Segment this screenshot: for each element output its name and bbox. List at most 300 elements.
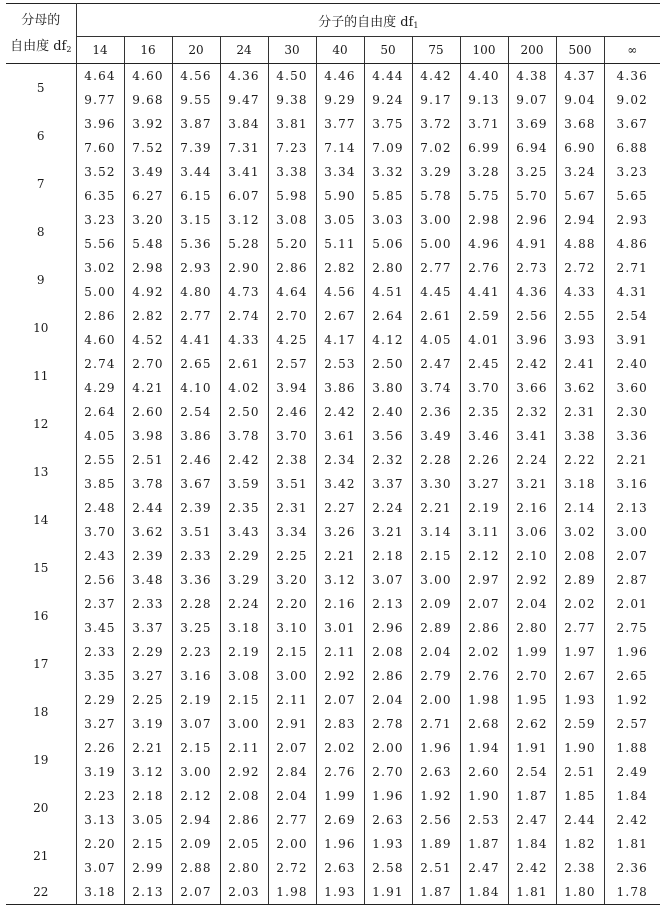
table-cell: 2.53 [316, 352, 364, 376]
table-cell: 4.17 [316, 328, 364, 352]
table-row-upper [6, 400, 660, 424]
table-cell: 2.46 [268, 400, 316, 424]
table-cell: 3.62 [124, 520, 172, 544]
table-cell: 4.21 [124, 376, 172, 400]
table-cell: 4.73 [220, 280, 268, 304]
table-cell: 2.13 [616, 501, 649, 515]
table-cell: 3.29 [412, 160, 460, 184]
table-cell: 3.91 [616, 333, 649, 347]
table-cell: 3.19 [76, 760, 124, 784]
table-cell: 2.00 [364, 736, 412, 760]
table-cell: 3.00 [220, 712, 268, 736]
table-row-lower [6, 808, 660, 832]
column-header-row [6, 37, 660, 64]
table-cell: 2.65 [616, 669, 649, 683]
table-cell: 2.93 [616, 213, 649, 227]
table-cell: 2.44 [124, 496, 172, 520]
table-cell: 3.87 [172, 112, 220, 136]
table-cell: 1.92 [412, 784, 460, 808]
table-cell: 3.49 [124, 160, 172, 184]
table-cell: 1.87 [508, 784, 556, 808]
table-cell: 3.00 [268, 664, 316, 688]
table-row-upper [6, 544, 660, 568]
row-df2-label: 15 [6, 544, 76, 592]
table-cell: 3.26 [316, 520, 364, 544]
column-header: 50 [364, 37, 412, 64]
table-cell: 3.61 [316, 424, 364, 448]
table-cell: 2.05 [220, 832, 268, 856]
table-cell: 2.77 [172, 304, 220, 328]
table-cell: 3.67 [616, 117, 649, 131]
table-row-upper [6, 64, 660, 89]
table-cell: 3.52 [76, 160, 124, 184]
table-cell: 3.56 [364, 424, 412, 448]
row-df2-label: 11 [6, 352, 76, 400]
table-cell: 3.12 [124, 760, 172, 784]
table-cell: 2.09 [172, 832, 220, 856]
table-cell: 4.44 [364, 64, 412, 89]
numerator-df-header: 分子的自由度 $df_1$ [76, 4, 660, 37]
table-cell: 1.97 [556, 640, 604, 664]
table-cell: 3.84 [220, 112, 268, 136]
table-cell: 4.41 [460, 280, 508, 304]
table-cell: 2.33 [76, 640, 124, 664]
table-cell: 2.19 [220, 640, 268, 664]
table-cell: 2.12 [172, 784, 220, 808]
table-cell: 3.38 [556, 424, 604, 448]
row-df2-label: 19 [6, 736, 76, 784]
table-cell: 3.41 [220, 160, 268, 184]
table-cell: 7.39 [172, 136, 220, 160]
table-cell: 1.90 [460, 784, 508, 808]
table-cell: 3.96 [76, 112, 124, 136]
table-cell: 2.86 [76, 304, 124, 328]
table-cell: 9.13 [460, 88, 508, 112]
table-cell: 2.04 [508, 592, 556, 616]
table-row-upper [6, 736, 660, 760]
table-cell: 2.68 [460, 712, 508, 736]
table-cell: 2.21 [124, 736, 172, 760]
table-cell: 4.96 [460, 232, 508, 256]
table-cell: 4.36 [508, 280, 556, 304]
table-cell: 9.02 [616, 93, 649, 107]
table-cell: 2.59 [556, 712, 604, 736]
table-cell: 2.21 [412, 496, 460, 520]
table-cell: 2.72 [556, 256, 604, 280]
table-cell: 4.52 [124, 328, 172, 352]
row-df2-label: 12 [6, 400, 76, 448]
table-cell: 2.86 [460, 616, 508, 640]
table-cell: 7.52 [124, 136, 172, 160]
table-cell: 5.56 [76, 232, 124, 256]
table-cell: 2.72 [268, 856, 316, 880]
table-cell: 7.14 [316, 136, 364, 160]
table-cell: 3.27 [124, 664, 172, 688]
table-cell: 3.49 [412, 424, 460, 448]
table-cell: 7.60 [76, 136, 124, 160]
table-cell: 2.04 [412, 640, 460, 664]
table-cell: 3.15 [172, 208, 220, 232]
row-df2-label: 5 [6, 64, 76, 113]
table-cell: 3.19 [124, 712, 172, 736]
table-row-upper [6, 256, 660, 280]
table-cell: 3.86 [172, 424, 220, 448]
table-cell: 1.84 [508, 832, 556, 856]
table-cell: 2.27 [316, 496, 364, 520]
table-cell: 2.80 [364, 256, 412, 280]
table-cell: 2.15 [412, 544, 460, 568]
table-cell: 2.56 [76, 568, 124, 592]
table-cell: 2.92 [220, 760, 268, 784]
table-cell: 2.53 [460, 808, 508, 832]
table-cell: 2.21 [616, 453, 649, 467]
table-cell: 2.94 [556, 208, 604, 232]
table-cell: 3.21 [508, 472, 556, 496]
table-cell: 2.20 [76, 832, 124, 856]
table-cell: 3.21 [364, 520, 412, 544]
table-cell: 4.37 [556, 64, 604, 89]
table-row-lower [6, 424, 660, 448]
table-cell: 1.96 [412, 736, 460, 760]
table-row-lower [6, 760, 660, 784]
table-cell: 3.92 [124, 112, 172, 136]
table-cell: 3.67 [172, 472, 220, 496]
table-cell: 3.94 [268, 376, 316, 400]
table-cell: 4.46 [316, 64, 364, 89]
row-df2-label: 6 [6, 112, 76, 160]
table-cell: 2.29 [124, 640, 172, 664]
table-cell: 2.01 [616, 597, 649, 611]
table-cell: 1.89 [412, 832, 460, 856]
row-df2-label: 17 [6, 640, 76, 688]
table-cell: 2.97 [460, 568, 508, 592]
table-cell: 3.51 [172, 520, 220, 544]
table-cell: 1.84 [460, 880, 508, 905]
table-cell: 4.33 [556, 280, 604, 304]
table-cell: 3.03 [364, 208, 412, 232]
table-cell: 3.01 [316, 616, 364, 640]
table-row-upper [6, 352, 660, 376]
table-cell: 5.70 [508, 184, 556, 208]
table-row-lower [6, 856, 660, 880]
table-cell: 2.80 [508, 616, 556, 640]
table-cell: 6.07 [220, 184, 268, 208]
row-df2-label: 14 [6, 496, 76, 544]
table-cell: 2.15 [220, 688, 268, 712]
table-cell: 4.80 [172, 280, 220, 304]
table-cell: 2.28 [172, 592, 220, 616]
table-cell: 9.47 [220, 88, 268, 112]
table-cell: 2.91 [268, 712, 316, 736]
table-cell: 2.69 [316, 808, 364, 832]
table-cell: 2.26 [76, 736, 124, 760]
column-header: 24 [220, 37, 268, 64]
table-cell: 2.14 [556, 496, 604, 520]
table-cell: 3.00 [616, 525, 649, 539]
table-cell: 3.37 [124, 616, 172, 640]
table-cell: 3.98 [124, 424, 172, 448]
table-cell: 2.92 [316, 664, 364, 688]
table-cell: 2.79 [412, 664, 460, 688]
table-cell: 2.67 [316, 304, 364, 328]
table-cell: 4.38 [508, 64, 556, 89]
table-cell: 2.73 [508, 256, 556, 280]
table-cell: 4.51 [364, 280, 412, 304]
table-cell: 1.93 [316, 880, 364, 905]
denominator-df-header [6, 4, 76, 64]
table-cell: 3.37 [364, 472, 412, 496]
table-cell: 5.11 [316, 232, 364, 256]
table-cell: 2.37 [76, 592, 124, 616]
table-cell: 3.80 [364, 376, 412, 400]
table-cell: 2.11 [268, 688, 316, 712]
table-cell: 3.24 [556, 160, 604, 184]
table-cell: 2.83 [316, 712, 364, 736]
table-cell: 2.94 [172, 808, 220, 832]
table-cell: 4.64 [268, 280, 316, 304]
table-cell: 2.51 [124, 448, 172, 472]
table-cell: 3.07 [172, 712, 220, 736]
column-header: 200 [508, 37, 556, 64]
table-cell: 2.20 [268, 592, 316, 616]
table-cell: 2.23 [172, 640, 220, 664]
table-cell: 1.78 [604, 880, 660, 905]
table-row-upper [6, 112, 660, 136]
table-row-lower [6, 472, 660, 496]
table-cell: 2.70 [508, 664, 556, 688]
table-cell: 4.12 [364, 328, 412, 352]
table-cell: 3.43 [220, 520, 268, 544]
table-cell: 2.55 [556, 304, 604, 328]
table-cell: 5.98 [268, 184, 316, 208]
table-cell: 2.08 [556, 544, 604, 568]
table-cell: 1.99 [508, 640, 556, 664]
table-cell: 1.98 [268, 880, 316, 905]
table-cell: 2.61 [412, 304, 460, 328]
table-cell: 3.29 [220, 568, 268, 592]
table-cell: 7.02 [412, 136, 460, 160]
table-cell: 5.28 [220, 232, 268, 256]
table-cell: 9.29 [316, 88, 364, 112]
table-cell: 2.04 [268, 784, 316, 808]
table-cell: 2.08 [220, 784, 268, 808]
table-cell: 2.64 [76, 400, 124, 424]
table-cell: 4.29 [76, 376, 124, 400]
table-cell: 2.51 [556, 760, 604, 784]
f-distribution-table [6, 3, 660, 905]
row-df2-label: 10 [6, 304, 76, 352]
table-row-upper [6, 832, 660, 856]
table-cell: 2.71 [616, 261, 649, 275]
table-cell: 1.88 [616, 741, 649, 755]
table-cell: 2.76 [460, 664, 508, 688]
row-df2-label: 7 [6, 160, 76, 208]
table-cell: 2.32 [508, 400, 556, 424]
table-cell: 1.98 [460, 688, 508, 712]
table-row-lower [6, 520, 660, 544]
table-cell: 1.87 [412, 880, 460, 905]
table-cell: 1.92 [616, 693, 649, 707]
table-cell: 9.07 [508, 88, 556, 112]
table-row-lower [6, 664, 660, 688]
table-cell: 2.29 [220, 544, 268, 568]
table-cell: 2.98 [460, 208, 508, 232]
table-cell: 2.02 [556, 592, 604, 616]
table-cell: 2.98 [124, 256, 172, 280]
table-cell: 3.96 [508, 328, 556, 352]
table-cell: 3.10 [268, 616, 316, 640]
table-cell: 4.45 [412, 280, 460, 304]
table-cell: 2.92 [508, 568, 556, 592]
table-cell: 3.74 [412, 376, 460, 400]
table-cell: 2.18 [124, 784, 172, 808]
table-cell: 2.74 [220, 304, 268, 328]
table-cell: 4.92 [124, 280, 172, 304]
denominator-df-label-line2: 自由度 $df_2$ [10, 38, 72, 54]
table-cell: 2.54 [508, 760, 556, 784]
table-cell: 2.07 [268, 736, 316, 760]
table-cell: 1.85 [556, 784, 604, 808]
column-header: 14 [76, 37, 124, 64]
table-cell: 2.82 [124, 304, 172, 328]
table-cell: 2.07 [460, 592, 508, 616]
table-cell: 2.63 [412, 760, 460, 784]
table-cell: 4.25 [268, 328, 316, 352]
table-cell: 2.02 [316, 736, 364, 760]
table-cell: 1.93 [556, 688, 604, 712]
table-cell: 3.20 [124, 208, 172, 232]
table-cell: 2.70 [364, 760, 412, 784]
table-cell: 2.36 [412, 400, 460, 424]
table-cell: 3.12 [316, 568, 364, 592]
table-cell: 9.38 [268, 88, 316, 112]
table-cell: 4.64 [76, 64, 124, 89]
table-cell: 3.34 [268, 520, 316, 544]
table-cell: 4.60 [76, 328, 124, 352]
table-cell: 4.91 [508, 232, 556, 256]
table-cell: 3.36 [172, 568, 220, 592]
table-cell: 6.94 [508, 136, 556, 160]
table-cell: 2.11 [316, 640, 364, 664]
table-cell: 2.61 [220, 352, 268, 376]
table-cell: 3.85 [76, 472, 124, 496]
column-header: 40 [316, 37, 364, 64]
table-cell: 2.11 [220, 736, 268, 760]
table-cell: 2.76 [316, 760, 364, 784]
table-cell: 1.80 [556, 880, 604, 905]
table-cell: 3.00 [412, 568, 460, 592]
column-header: 30 [268, 37, 316, 64]
table-cell: 2.46 [172, 448, 220, 472]
table-cell: 3.72 [412, 112, 460, 136]
table-cell: 2.36 [616, 861, 649, 875]
table-cell: 2.86 [268, 256, 316, 280]
table-cell: 2.41 [556, 352, 604, 376]
table-cell: 3.45 [76, 616, 124, 640]
table-cell: 2.38 [556, 856, 604, 880]
table-cell: 4.01 [460, 328, 508, 352]
table-cell: 9.77 [76, 88, 124, 112]
table-cell: 3.77 [316, 112, 364, 136]
table-cell: 2.65 [172, 352, 220, 376]
table-cell: 2.12 [460, 544, 508, 568]
table-cell: 3.68 [556, 112, 604, 136]
table-row-upper [6, 160, 660, 184]
table-cell: 2.93 [172, 256, 220, 280]
table-cell: 5.90 [316, 184, 364, 208]
table-row-upper [6, 688, 660, 712]
table-cell: 3.93 [556, 328, 604, 352]
table-cell: 2.35 [460, 400, 508, 424]
table-cell: 1.91 [508, 736, 556, 760]
table-cell: 2.09 [412, 592, 460, 616]
table-cell: 2.70 [268, 304, 316, 328]
table-cell: 1.91 [364, 880, 412, 905]
table-cell: 1.99 [316, 784, 364, 808]
table-cell: 2.67 [556, 664, 604, 688]
table-cell: 2.26 [460, 448, 508, 472]
column-header: ∞ [604, 37, 660, 64]
table-cell: 1.94 [460, 736, 508, 760]
table-cell: 2.63 [316, 856, 364, 880]
table-cell: 9.04 [556, 88, 604, 112]
table-cell: 1.82 [556, 832, 604, 856]
table-cell: 1.81 [508, 880, 556, 905]
table-cell: 2.78 [364, 712, 412, 736]
table-row-lower [6, 712, 660, 736]
table-cell: 2.63 [364, 808, 412, 832]
table-cell: 3.66 [508, 376, 556, 400]
table-cell: 3.02 [556, 520, 604, 544]
table-cell: 2.43 [76, 544, 124, 568]
row-df2-label: 22 [6, 880, 76, 905]
table-cell: 2.57 [616, 717, 649, 731]
column-header: 100 [460, 37, 508, 64]
table-cell: 2.96 [364, 616, 412, 640]
table-cell: 3.27 [76, 712, 124, 736]
table-cell: 6.99 [460, 136, 508, 160]
table-cell: 3.59 [220, 472, 268, 496]
table-row-upper [6, 880, 660, 905]
table-cell: 2.18 [364, 544, 412, 568]
table-body [6, 64, 660, 905]
table-row-upper [6, 592, 660, 616]
table-cell: 2.00 [268, 832, 316, 856]
table-row-lower [6, 280, 660, 304]
table-cell: 6.15 [172, 184, 220, 208]
row-df2-label: 20 [6, 784, 76, 832]
denominator-df-subscript: 2 [66, 44, 72, 54]
denominator-df-label-line1: 分母的 [21, 12, 61, 28]
table-cell: 2.16 [508, 496, 556, 520]
table-row-lower [6, 568, 660, 592]
table-cell: 5.00 [76, 280, 124, 304]
table-cell: 5.00 [412, 232, 460, 256]
table-cell: 2.00 [412, 688, 460, 712]
table-cell: 2.87 [616, 573, 649, 587]
table-cell: 2.34 [316, 448, 364, 472]
table-cell: 3.23 [76, 208, 124, 232]
table-cell: 2.15 [172, 736, 220, 760]
table-row-lower [6, 232, 660, 256]
table-cell: 2.29 [76, 688, 124, 712]
table-cell: 2.74 [76, 352, 124, 376]
table-cell: 5.65 [616, 189, 649, 203]
table-cell: 3.18 [76, 880, 124, 905]
table-cell: 1.90 [556, 736, 604, 760]
table-cell: 2.30 [616, 405, 649, 419]
table-cell: 3.25 [508, 160, 556, 184]
